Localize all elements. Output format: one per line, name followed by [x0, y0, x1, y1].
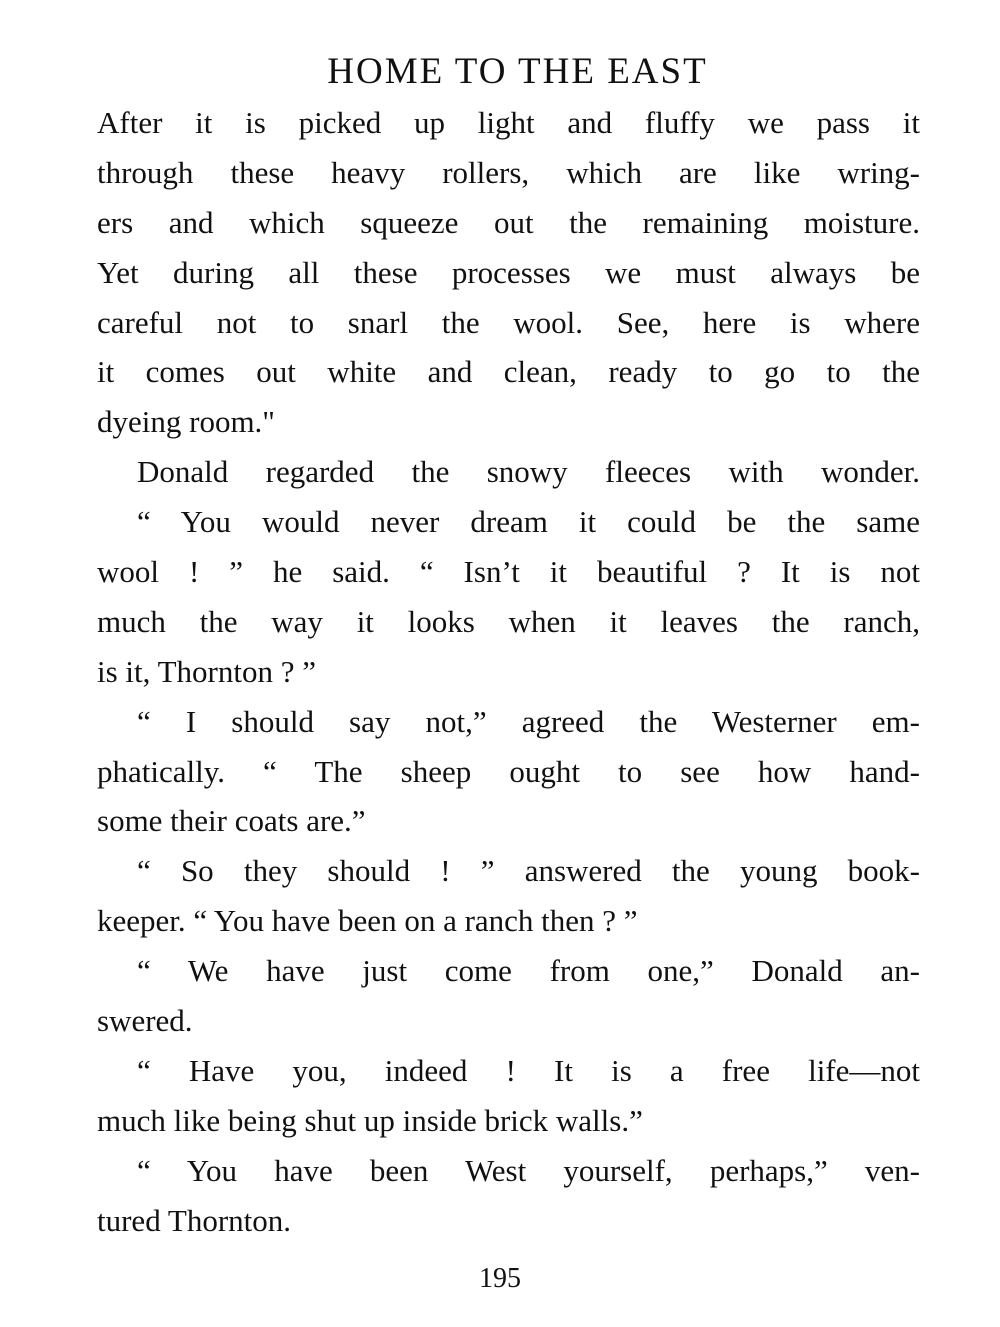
text-line: keeper. “ You have been on a ranch then ? ” [97, 903, 638, 939]
text-line: tured Thornton. [97, 1202, 292, 1238]
text-line: much like being shut up inside brick walls.” [97, 1102, 643, 1138]
text-line: “ You have been West yourself, perhaps,” ven- [137, 1152, 920, 1188]
text-line: phatically. “ The sheep ought to see how hand- [97, 753, 920, 789]
text-line: through these heavy rollers, which are like wring- [97, 154, 920, 190]
running-head: HOME TO THE EAST [327, 51, 708, 92]
body-text [97, 98, 920, 1245]
text-line: swered. [97, 1003, 193, 1039]
text-line: some their coats are.” [97, 803, 366, 839]
page-number: 195 [479, 1263, 521, 1294]
text-line: careful not to snarl the wool. See, here is where [97, 304, 920, 340]
text-line: much the way it looks when it leaves the ranch, [97, 603, 920, 639]
text-line: “ We have just come from one,” Donald an- [137, 953, 920, 989]
text-line: is it, Thornton ? ” [97, 653, 316, 689]
text-line: wool ! ” he said. “ Isn’t it beautiful ? It is not [97, 554, 920, 590]
text-line: “ So they should ! ” answered the young book- [137, 853, 920, 889]
text-line: “ I should say not,” agreed the Westerner em- [137, 703, 920, 739]
text-line: Donald regarded the snowy fleeces with wonder. [137, 454, 920, 490]
text-line: ers and which squeeze out the remaining moisture. [97, 204, 920, 240]
text-line: “ Have you, indeed ! It is a free life—not [137, 1052, 920, 1088]
text-line: “ You would never dream it could be the same [137, 504, 920, 540]
text-line: dyeing room." [97, 404, 275, 440]
text-line: After it is picked up light and fluffy we pass it [97, 105, 920, 140]
book-page [97, 48, 920, 1245]
text-line: Yet during all these processes we must always be [97, 254, 920, 290]
text-line: it comes out white and clean, ready to go to the [97, 354, 920, 390]
